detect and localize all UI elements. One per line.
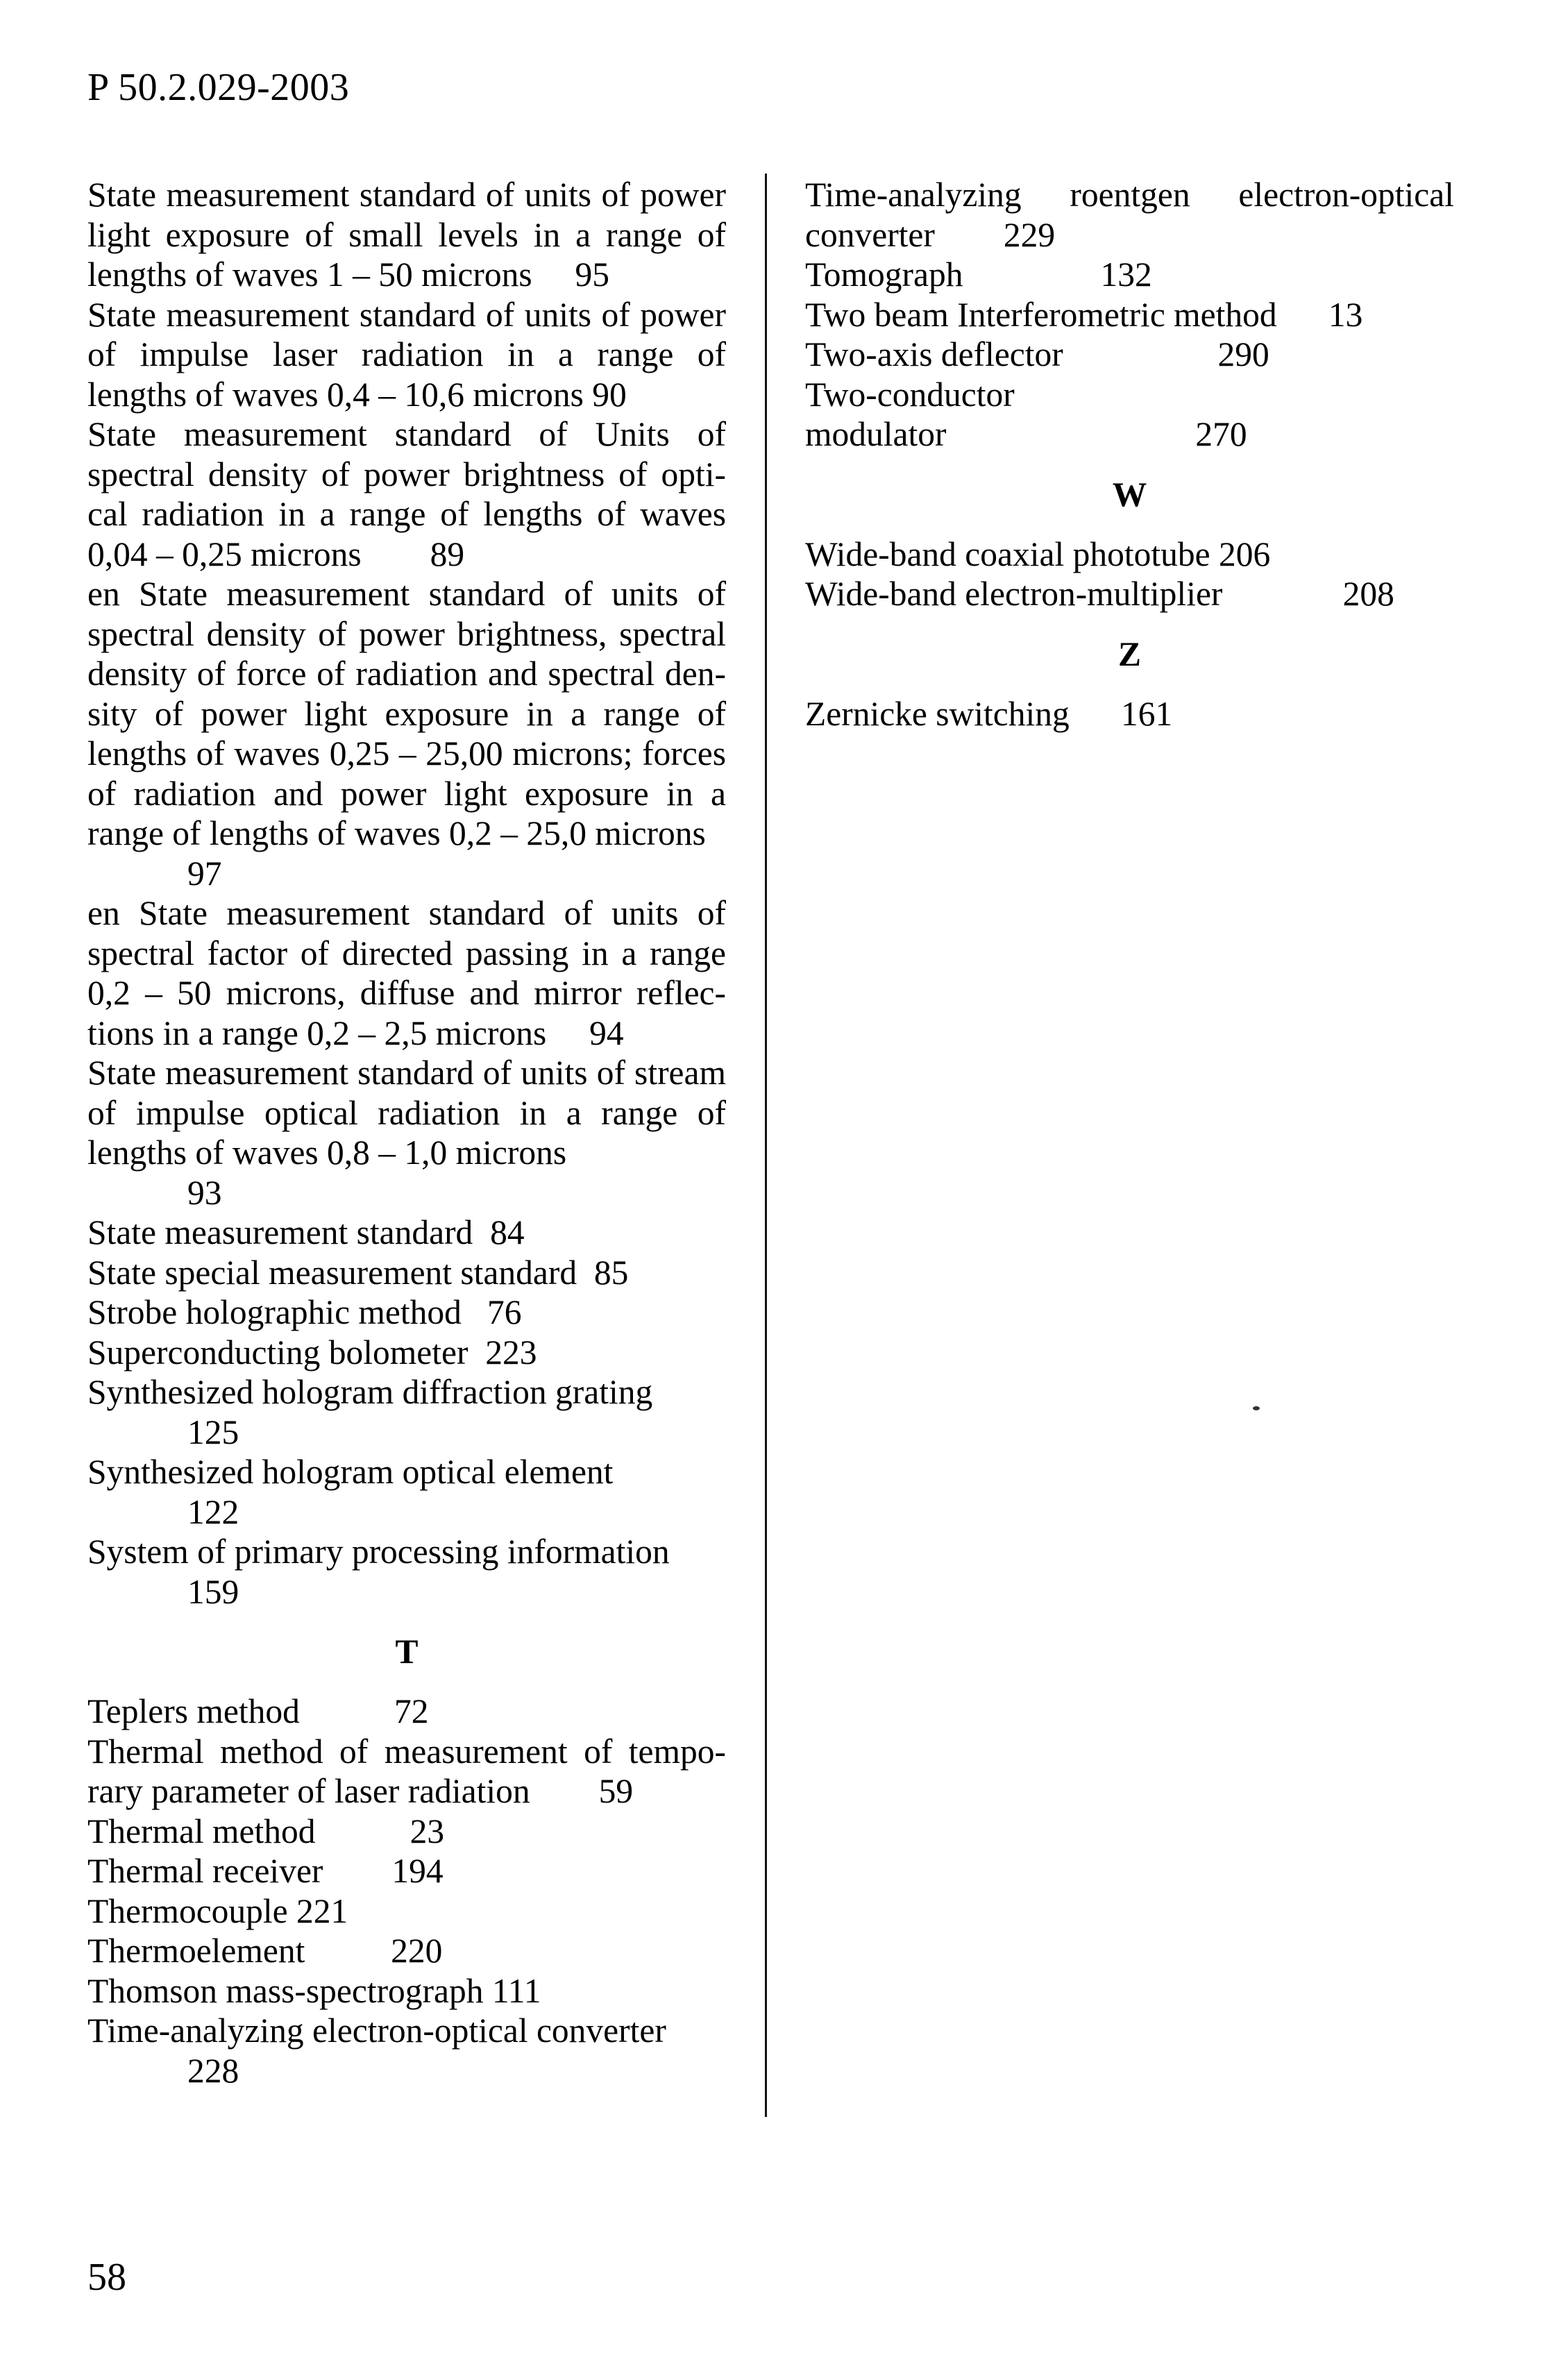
index-page-ref: 76 — [487, 1293, 522, 1331]
index-entry — [87, 574, 726, 893]
index-page-ref: 97 — [187, 854, 222, 893]
index-page-ref: 221 — [296, 1891, 348, 1930]
index-entry — [87, 414, 726, 574]
index-term: Thermal method — [87, 1812, 316, 1850]
index-page-ref: 13 — [1328, 295, 1363, 334]
index-entry — [805, 574, 1454, 614]
index-page-ref: 84 — [490, 1213, 525, 1251]
index-column-right — [805, 175, 1454, 734]
document-code-header: P 50.2.029-2003 — [87, 66, 350, 109]
index-term: Tomograph — [805, 255, 963, 294]
index-page-ref: 208 — [1342, 575, 1394, 613]
index-term: State special measurement standard — [87, 1253, 577, 1292]
column-divider — [765, 174, 767, 2117]
index-entry — [87, 1213, 726, 1253]
index-entry — [87, 1532, 726, 1612]
index-entry — [87, 1372, 726, 1452]
index-term: State measurement standard — [87, 1213, 473, 1251]
index-page-ref: 220 — [391, 1932, 443, 1970]
index-term: Thermoelement — [87, 1932, 305, 1970]
index-page-ref: 72 — [394, 1692, 429, 1730]
index-term: Teplers method — [87, 1692, 300, 1730]
index-page-ref: 94 — [589, 1013, 624, 1052]
index-entry — [87, 175, 726, 295]
index-entry — [87, 1812, 726, 1852]
index-page-ref: 90 — [592, 375, 627, 414]
index-letter-heading-w: W — [1112, 475, 1147, 514]
index-term: Superconducting bolometer — [87, 1333, 468, 1372]
index-term: State measurement standard of units of power light exposure of small levels in a range of lengths of waves 1 – 50 microns — [87, 176, 726, 294]
index-page-ref: 206 — [1218, 534, 1271, 573]
index-entry — [87, 1253, 726, 1293]
index-term: Synthesized hologram diffraction grating — [87, 1373, 653, 1411]
index-term: Thermal method of measurement of tempo-rary parameter of laser radiation — [87, 1732, 726, 1810]
index-entry — [805, 335, 1454, 375]
index-entry — [87, 893, 726, 1053]
index-page-ref: 111 — [491, 1971, 541, 2010]
index-page-ref: 228 — [187, 2051, 239, 2090]
page-number: 58 — [87, 2256, 126, 2299]
index-term: System of primary processing information — [87, 1533, 670, 1571]
index-entry — [87, 1931, 726, 1971]
index-page-ref: 122 — [187, 1492, 239, 1531]
index-term: Synthesized hologram optical element — [87, 1453, 614, 1491]
index-page-ref: 59 — [598, 1772, 634, 1810]
index-page-ref: 93 — [187, 1173, 222, 1212]
index-page-ref: 159 — [187, 1572, 239, 1611]
index-page-ref: 194 — [391, 1852, 444, 1890]
index-term: Thermal receiver — [87, 1852, 323, 1890]
index-term: en State measurement standard of units of spectral factor of directed passing in a range 0,2 – 50 microns, diffuse and mirror reflec-tions in a range 0,2 – 2,5 microns — [87, 894, 726, 1052]
index-letter-heading-t: T — [395, 1632, 419, 1671]
index-entry — [805, 295, 1454, 335]
index-letter-heading-z: Z — [1117, 634, 1142, 673]
index-page-ref: 95 — [575, 255, 610, 294]
index-page-ref: 89 — [430, 534, 465, 573]
index-entry — [805, 375, 1454, 455]
index-entry — [87, 1691, 726, 1732]
index-entry — [805, 175, 1454, 255]
index-entry — [87, 2011, 726, 2091]
index-term: Two-conductor modulator — [805, 375, 1015, 453]
index-page-ref: 223 — [485, 1333, 537, 1372]
index-entry — [87, 1333, 726, 1373]
index-term: en State measurement standard of units of spectral density of power brightness, spectral density of force of radiation and spectral den-sity of power light exposure in a range of lengths of waves 0,25 – 25,00 microns; forces of radiation and power light exposure in a range of lengths of waves 0,2 – 25,0 microns — [87, 575, 726, 852]
index-term: Zernicke switching — [805, 694, 1070, 733]
index-term: State measurement standard of Units of spectral density of power brightness of opti-cal radiation in a range of lengths of waves 0,04 – 0,25 microns — [87, 415, 726, 573]
index-term: State measurement standard of units of power of impulse laser radiation in a range of lengths of waves 0,4 – 10,6 microns — [87, 295, 726, 414]
index-entry — [87, 1971, 726, 2011]
index-term: State measurement standard of units of stream of impulse optical radiation in a range of lengths of waves 0,8 – 1,0 microns — [87, 1054, 726, 1172]
index-page-ref: 23 — [410, 1812, 445, 1850]
index-term: Two-axis deflector — [805, 335, 1063, 373]
index-term: Thomson mass-spectrograph — [87, 1971, 484, 2010]
scan-speck — [1253, 1406, 1260, 1410]
index-entry — [87, 295, 726, 415]
index-page-ref: 270 — [1195, 415, 1247, 453]
index-term: Wide-band electron-multiplier — [805, 575, 1223, 613]
index-entry — [805, 534, 1454, 575]
index-page-ref: 125 — [187, 1412, 239, 1451]
index-entry — [87, 1292, 726, 1333]
index-page-ref: 229 — [1003, 215, 1056, 254]
index-page-ref: 132 — [1100, 255, 1152, 294]
index-entry — [87, 1452, 726, 1532]
index-term: Thermocouple — [87, 1891, 288, 1930]
index-term: Time-analyzing electron-optical converter — [87, 2011, 666, 2050]
index-entry — [805, 694, 1454, 734]
index-page-ref: 85 — [593, 1253, 629, 1292]
index-entry — [805, 255, 1454, 295]
index-term: Time-analyzing roentgen electron-optical converter — [805, 176, 1454, 254]
index-term: Two beam Interferometric method — [805, 295, 1277, 334]
index-term: Strobe holographic method — [87, 1293, 462, 1331]
index-entry — [87, 1732, 726, 1812]
index-page-ref: 161 — [1121, 694, 1173, 733]
index-entry — [87, 1891, 726, 1932]
index-column-left — [87, 175, 726, 2091]
index-page-ref: 290 — [1217, 335, 1269, 373]
index-entry — [87, 1053, 726, 1213]
index-term: Wide-band coaxial phototube — [805, 534, 1210, 573]
index-entry — [87, 1851, 726, 1891]
